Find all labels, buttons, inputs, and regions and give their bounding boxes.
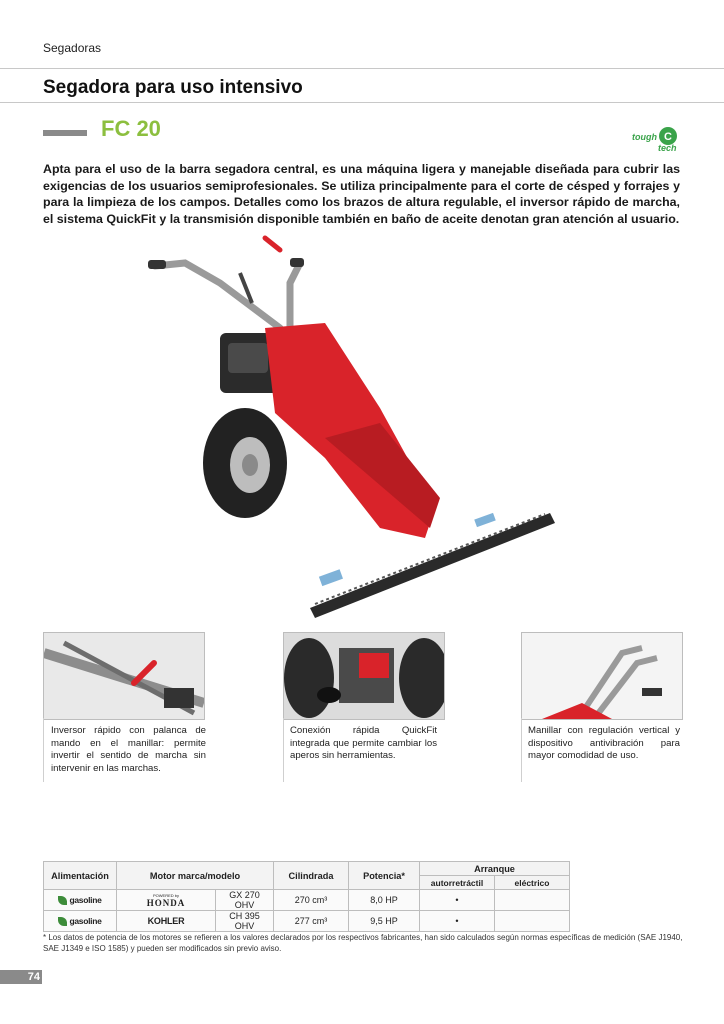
start-electric-value — [495, 911, 570, 932]
tough-tech-logo — [630, 123, 684, 153]
header-divider — [0, 68, 724, 69]
power-value: 9,5 HP — [349, 911, 420, 932]
gasoline-logo: gasoline — [48, 916, 112, 926]
product-image-mower — [140, 228, 560, 623]
feature-image-handlebar — [521, 632, 683, 720]
feature-caption-handlebar: Manillar con regulación vertical y dispositivo antivibración para mayor comodidad de uso. — [528, 725, 680, 761]
page-number: 74 — [0, 970, 42, 984]
table-row — [44, 890, 570, 911]
displacement-value: 270 cm³ — [274, 890, 349, 911]
feature-image-quickfit — [283, 632, 445, 720]
table-row — [44, 911, 570, 932]
leaf-icon — [58, 917, 67, 926]
displacement-value: 277 cm³ — [274, 911, 349, 932]
intro-paragraph: Apta para el uso de la barra segadora central, es una máquina ligera y manejable diseñada para cubrir las exigencias de los usuarios semiprofesionales. Se utiliza principalmente para el corte de césped y forrajes y para la limpieza de los campos. Detalles como los brazos de altura regulable, el inversor rápido de marcha, el sistema QuickFit y la transmisión disponible también en baño de aceite denotan gran atención al usuario. — [43, 162, 680, 226]
motor-model: CH 395 OHV — [216, 911, 274, 932]
page-title: Segadora para uso intensivo — [43, 77, 303, 98]
spec-table — [43, 861, 570, 932]
svg-text:C: C — [664, 131, 672, 143]
title-divider — [0, 102, 724, 103]
footnote: * Los datos de potencia de los motores se refieren a los valores declarados por los respectivos fabricantes, han sido calculados según normas específicas de medición (SAE J1940, SAE J1349 e ISO 1585) y pueden ser modificados sin previo aviso. — [43, 933, 683, 953]
honda-logo-tagline: POWERED by — [152, 892, 179, 898]
feature-caption-reverser: Inversor rápido con palanca de mando en el manillar: permite invertir el sentido de marcha sin intervenir en las marchas. — [51, 725, 206, 774]
caption-rule — [283, 718, 284, 782]
feature-caption-quickfit: Conexión rápida QuickFit integrada que permite cambiar los aperos sin herramientas. — [290, 725, 437, 761]
logo-text-bottom: tech — [658, 143, 677, 153]
header-start: Arranque — [420, 862, 570, 876]
model-accent-bar — [43, 130, 87, 136]
header-start-electric: eléctrico — [495, 876, 570, 890]
honda-logo: HONDA — [146, 897, 186, 908]
header-motor: Motor marca/modelo — [117, 862, 274, 890]
start-manual-value: • — [420, 911, 495, 932]
leaf-icon — [58, 896, 67, 905]
start-manual-value: • — [420, 890, 495, 911]
caption-rule — [43, 718, 44, 782]
motor-model: GX 270 OHV — [216, 890, 274, 911]
header-fuel: Alimentación — [44, 862, 117, 890]
start-electric-value — [495, 890, 570, 911]
feature-image-reverser — [43, 632, 205, 720]
model-name: FC 20 — [101, 116, 161, 141]
power-value: 8,0 HP — [349, 890, 420, 911]
header-start-manual: autorretráctil — [420, 876, 495, 890]
section-label: Segadoras — [43, 41, 102, 55]
caption-rule — [521, 718, 522, 782]
header-displacement: Cilindrada — [274, 862, 349, 890]
logo-text-top: tough — [632, 132, 657, 142]
header-power: Potencia* — [349, 862, 420, 890]
gasoline-logo: gasoline — [48, 895, 112, 905]
kohler-logo: KOHLER — [147, 916, 185, 926]
